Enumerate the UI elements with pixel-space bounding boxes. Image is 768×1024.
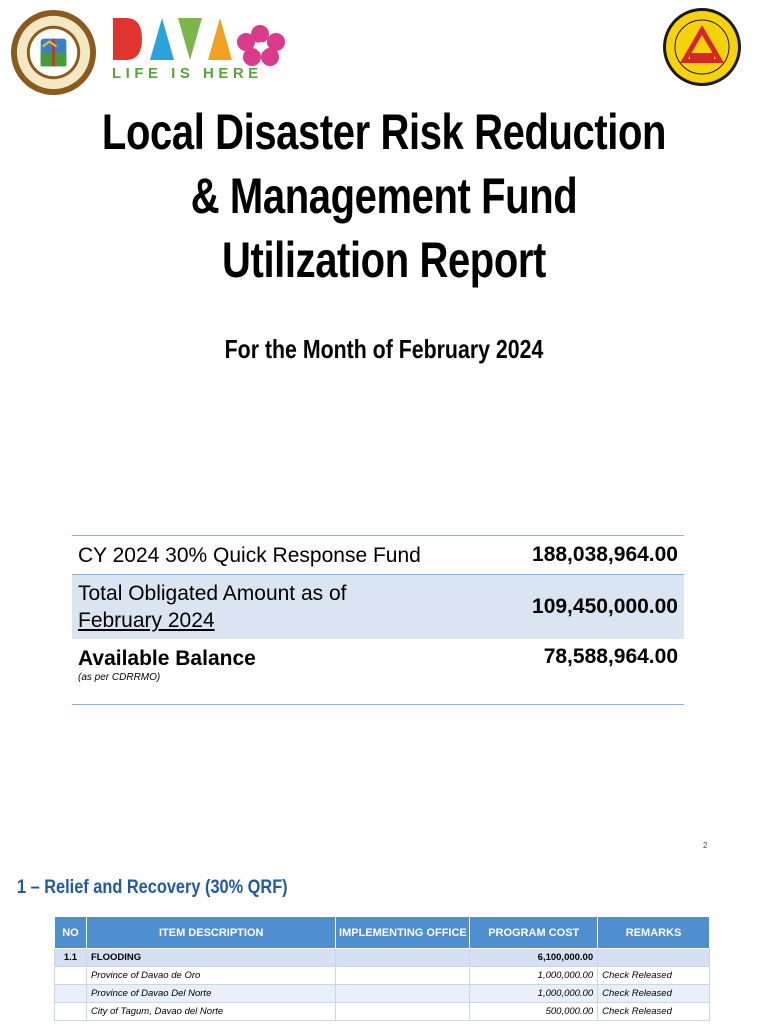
row-remarks <box>598 949 710 967</box>
report-period: For the Month of February 2024 <box>224 334 544 364</box>
title-line-3: Utilization Report <box>222 232 546 288</box>
header-implementing-office: IMPLEMENTING OFFICE <box>336 917 470 949</box>
row-remarks: Check Released <box>598 1003 710 1021</box>
obligated-label <box>78 580 347 634</box>
row-cost: 6,100,000.00 <box>470 949 598 967</box>
table-row <box>55 985 710 1003</box>
obligated-row <box>72 575 684 639</box>
obligated-amount: 109,450,000.00 <box>532 595 678 618</box>
title-line-1: Local Disaster Risk Reduction <box>101 104 667 160</box>
obligated-label-line2: February 2024 <box>78 609 215 632</box>
fund-summary-table <box>72 535 684 705</box>
davao-tagline: LIFE IS HERE <box>112 65 263 82</box>
mayor-office-seal-icon <box>662 7 742 87</box>
row-cost: 1,000,000.00 <box>470 985 598 1003</box>
page-number: 2 <box>703 841 708 850</box>
section-title: 1 – Relief and Recovery (30% QRF) <box>17 877 288 898</box>
row-no <box>55 1003 87 1021</box>
row-no <box>55 967 87 985</box>
table-row <box>55 949 710 967</box>
balance-row <box>72 639 684 704</box>
table-row <box>55 1003 710 1021</box>
balance-label-group <box>78 645 256 684</box>
row-description: Province of Davao de Oro <box>86 967 336 985</box>
header-no: NO <box>55 917 87 949</box>
header-remarks: REMARKS <box>598 917 710 949</box>
relief-program-table <box>54 916 710 1021</box>
qrf-row <box>72 536 684 575</box>
title-line-2: & Management Fund <box>190 168 578 224</box>
row-cost: 500,000.00 <box>470 1003 598 1021</box>
row-description: FLOODING <box>86 949 336 967</box>
header-program-cost: PROGRAM COST <box>470 917 598 949</box>
qrf-label: CY 2024 30% Quick Response Fund <box>78 543 421 567</box>
table-row <box>55 967 710 985</box>
davao-brand-logo <box>110 14 300 84</box>
row-office <box>336 949 470 967</box>
row-remarks: Check Released <box>598 985 710 1003</box>
qrf-amount: 188,038,964.00 <box>532 543 678 566</box>
report-title <box>77 100 691 292</box>
balance-note: (as per CDRRMO) <box>78 672 161 683</box>
row-cost: 1,000,000.00 <box>470 967 598 985</box>
row-office <box>336 967 470 985</box>
city-seal-icon <box>10 9 97 96</box>
balance-label: Available Balance <box>78 647 256 670</box>
table-header-row <box>55 917 710 949</box>
row-no: 1.1 <box>55 949 87 967</box>
row-office <box>336 985 470 1003</box>
row-description: City of Tagum, Davao del Norte <box>86 1003 336 1021</box>
row-description: Province of Davao Del Norte <box>86 985 336 1003</box>
balance-amount: 78,588,964.00 <box>543 645 678 668</box>
header-item-description: ITEM DESCRIPTION <box>86 917 336 949</box>
row-office <box>336 1003 470 1021</box>
row-no <box>55 985 87 1003</box>
obligated-label-line1: Total Obligated Amount as of <box>78 582 347 605</box>
row-remarks: Check Released <box>598 967 710 985</box>
